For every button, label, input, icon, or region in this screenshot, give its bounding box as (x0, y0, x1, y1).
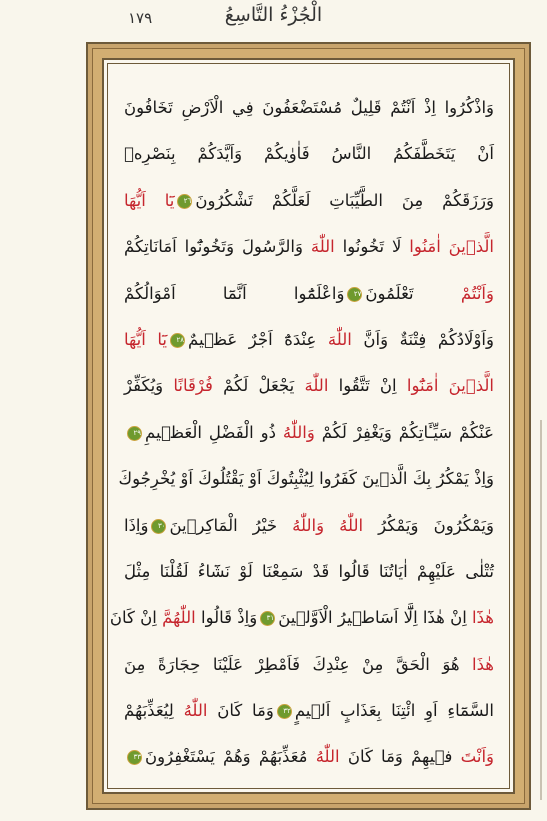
highlighted-word: اللّٰهَ (310, 237, 335, 257)
highlighted-word: هٰذَٓا (472, 608, 494, 628)
verse-line (124, 85, 494, 131)
verse-text: وَرَزَقَكُمْ مِنَ الطَّيِّبَاتِ لَعَلَّكُمْ تَشْكُرُونَ (195, 190, 494, 210)
highlighted-word: اللّٰهُ (183, 701, 208, 721)
verse-text: وَاذْكُرُوا اِذْ اَنْتُمْ قَلِيلٌ مُسْتَضْعَفُونَ فِي الْاَرْضِ تَخَافُونَ (124, 98, 494, 117)
highlighted-word: اللّٰهُمَّ (162, 608, 196, 628)
verse-line (124, 178, 494, 224)
verse-line (118, 456, 494, 502)
verse-line (124, 317, 494, 363)
verse-line (124, 734, 494, 780)
verse-text: وَالرَّسُولَ وَتَخُونُٓوا اَمَانَاتِكُمْ (124, 237, 311, 257)
page-header (0, 0, 547, 40)
verse-text: وَاِذْ قَالُوا (195, 608, 258, 628)
verse-text: تُتْلٰى عَلَيْهِمْ اٰيَاتُنَا قَالُوا قَدْ سَمِعْنَا لَوْ نَشَٓاءُ لَقُلْنَا مِثْلَ (124, 561, 494, 581)
verse-line (124, 363, 494, 409)
verse-text: هُوَ الْحَقَّ مِنْ عِنْدِكَ فَاَمْطِرْ عَلَيْنَا حِجَارَةً مِنَ (124, 654, 473, 674)
highlighted-word: اللّٰهُ وَاللّٰهُ (292, 515, 364, 535)
juz-title: الْجُزْءُ التَّاسِعُ (224, 4, 323, 26)
verse-text: ف۪يهِمْ وَمَا كَانَ (339, 747, 461, 767)
highlighted-word: وَاَنْتُمْ (460, 283, 494, 303)
page-number: ١٧٩ (128, 9, 153, 27)
verse-text: وَمَا كَانَ (207, 701, 274, 721)
verse-line (124, 224, 494, 270)
verse-line (124, 503, 494, 549)
verse-text: يَجْعَلْ لَكُمْ (212, 376, 305, 396)
verse-text: وَيُكَفِّرْ (124, 376, 174, 396)
verse-text: اِنْ كَانَ (109, 608, 163, 628)
verse-text: اِنْ هٰذَٓا اِلَّٓا اَسَاط۪يرُ الْاَوَّل۪ينَ (278, 608, 473, 628)
verse-text: وَاِذَا (124, 515, 149, 535)
highlighted-word: اللّٰهُ (315, 747, 340, 767)
page-edge (540, 420, 542, 800)
verse-text: وَاِذْ يَمْكُرُ بِكَ الَّذ۪ينَ كَفَرُوا لِيُثْبِتُوكَ اَوْ يَقْتُلُوكَ اَوْ يُخْرِجُوكَ (118, 469, 494, 489)
verse-number-marker: ٣٢ (277, 704, 292, 719)
verse-text: مُعَذِّبَهُمْ وَهُمْ يَسْتَغْفِرُونَ (145, 747, 316, 767)
verse-number-marker: ٢٨ (170, 333, 185, 348)
verse-text: وَاَوْلَادُكُمْ فِتْنَةٌ وَاَنَّ (351, 329, 494, 349)
verse-text: لَا تَخُونُوا (334, 237, 410, 257)
verse-text: لِيُعَذِّبَهُمْ (124, 701, 184, 721)
verse-line (124, 410, 494, 456)
highlighted-word: فُرْقَانًا (173, 376, 213, 396)
verse-line (124, 271, 494, 317)
verse-text: السَّمَٓاءِ اَوِ ائْتِنَا بِعَذَابٍ اَل۪يمٍ (294, 701, 494, 721)
verse-text: وَاعْلَمُٓوا اَنَّمَٓا اَمْوَالُكُمْ (124, 283, 345, 303)
verse-number-marker: ٢٦ (177, 194, 192, 209)
highlighted-word: يَٓا اَيُّهَا (124, 190, 175, 210)
verse-line (124, 131, 494, 177)
verse-text: وَيَمْكُرُونَ وَيَمْكُرُ (363, 515, 494, 535)
highlighted-word: يَٓا اَيُّهَا (124, 329, 167, 349)
verse-number-marker: ٢٧ (347, 287, 362, 302)
highlighted-word: وَاَنْتَ (460, 747, 495, 767)
verse-line (109, 595, 494, 641)
verse-line (124, 688, 494, 734)
verse-number-marker: ٢٩ (127, 426, 142, 441)
verse-number-marker: ٣٠ (151, 519, 166, 534)
highlighted-word: اللّٰهَ (327, 329, 352, 349)
verse-text: تَعْلَمُونَ (365, 283, 461, 303)
verse-line (124, 549, 494, 595)
verse-number-marker: ٣٣ (127, 750, 142, 765)
verse-text: عَنْكُمْ سَيِّـَٔاتِكُمْ وَيَغْفِرْ لَكُمْ (314, 422, 494, 442)
highlighted-word: الَّذ۪ينَ اٰمَنُوا (409, 237, 494, 257)
verse-text: اِنْ تَتَّقُوا (328, 376, 407, 396)
verse-number-marker: ٣١ (260, 611, 275, 626)
highlighted-word: الَّذ۪ينَ اٰمَنُٓوا (406, 376, 494, 396)
highlighted-word: اللّٰهَ (304, 376, 329, 396)
quran-text-block (109, 85, 495, 781)
highlighted-word: هٰذَا (472, 654, 494, 674)
verse-text: عِنْدَهُٓ اَجْرٌ عَظ۪يمٌ (187, 329, 328, 349)
highlighted-word: وَاللّٰهُ (282, 422, 315, 442)
verse-text: اَنْ يَتَخَطَّفَكُمُ النَّاسُ فَاٰوٰيكُمْ وَاَيَّدَكُمْ بِنَصْرِه۪ (124, 144, 494, 164)
verse-text: ذُو الْفَضْلِ الْعَظ۪يمِ (145, 422, 283, 442)
verse-text: خَيْرُ الْمَاكِر۪ينَ (169, 515, 293, 535)
verse-line (124, 642, 494, 688)
